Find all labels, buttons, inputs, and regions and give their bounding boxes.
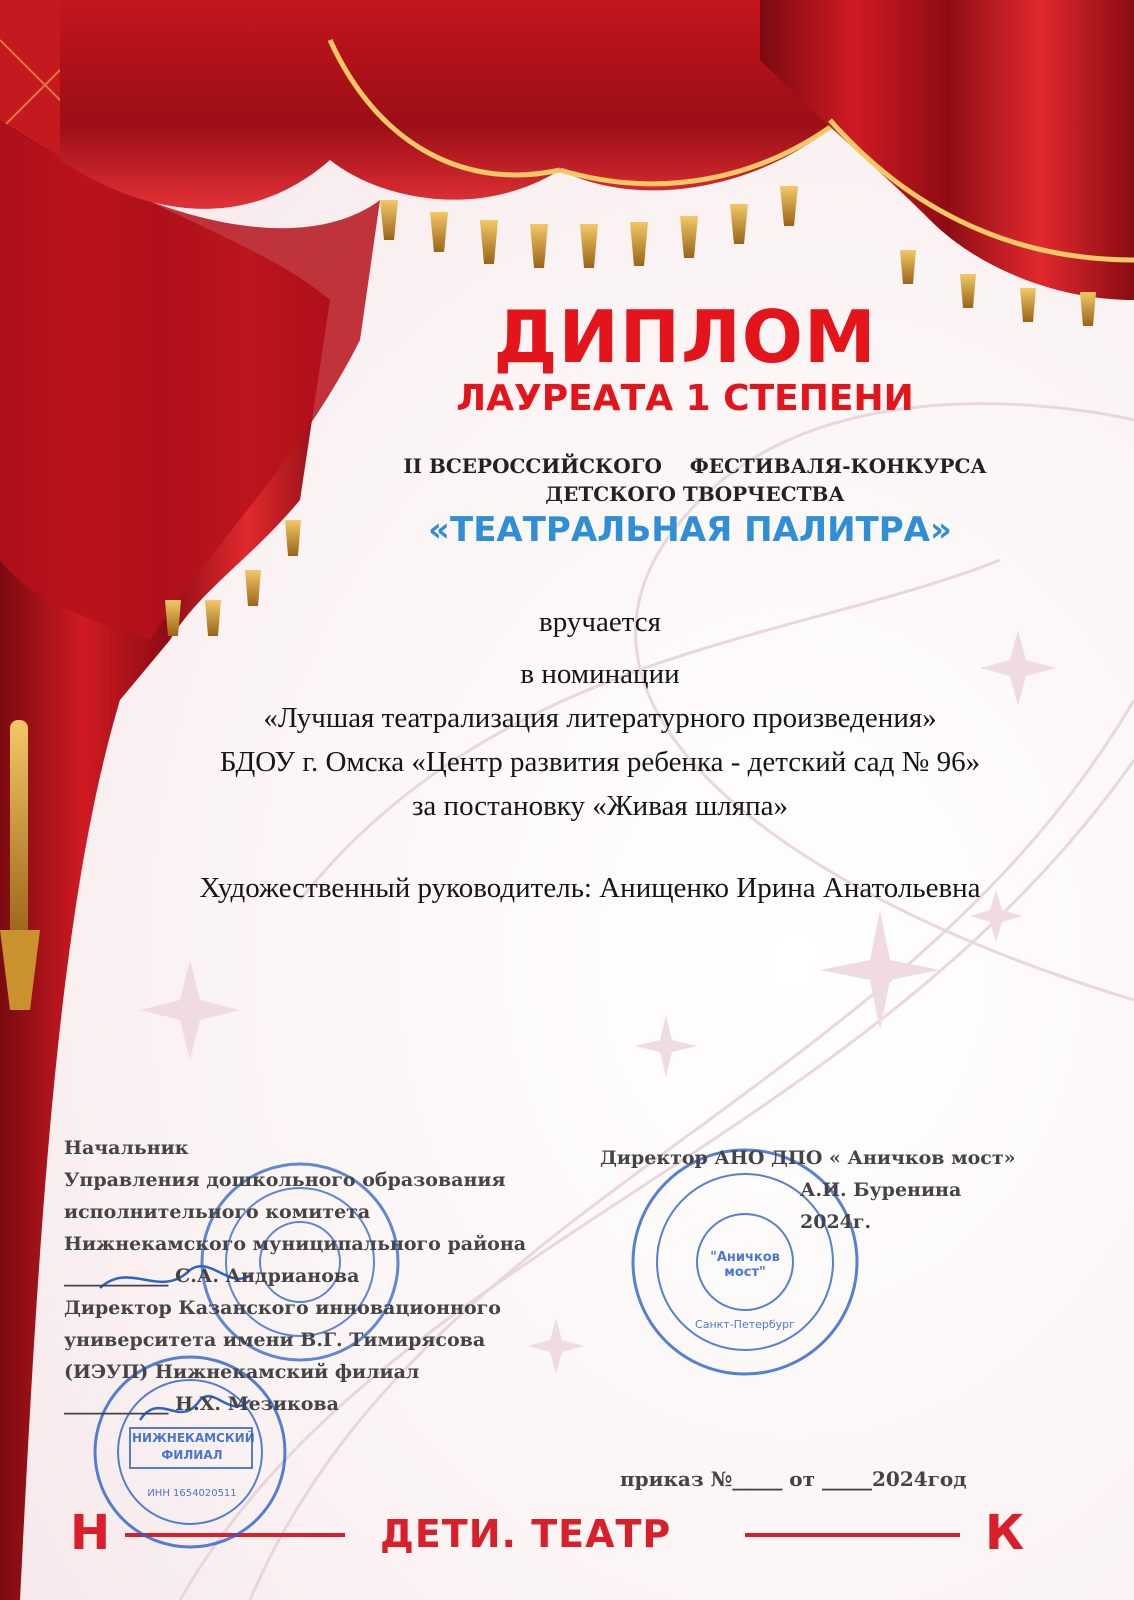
sig-left-signer-2: ___________ Н.Х. Мезикова xyxy=(64,1393,339,1415)
sig-right-year: 2024г. xyxy=(800,1211,872,1233)
sig-right-signer: А.И. Буренина xyxy=(800,1179,962,1201)
festival-name: «ТЕАТРАЛЬНАЯ ПАЛИТРА» xyxy=(428,510,952,550)
swirl-decoration xyxy=(180,404,1134,1600)
diploma-title: ДИПЛОМ xyxy=(493,295,877,379)
sig-left-line-1: Начальник xyxy=(64,1137,189,1159)
festival-line-1 xyxy=(330,452,1060,480)
diploma-subtitle: ЛАУРЕАТА 1 СТЕПЕНИ xyxy=(456,378,914,419)
awarded-text: вручается xyxy=(539,606,661,638)
sig-left-line-5: Директор Казанского инновационного xyxy=(64,1297,501,1319)
sig-left-line-6: университета имени В.Г. Тимирясова xyxy=(64,1329,486,1351)
festival-heading xyxy=(330,452,1060,508)
stamp-left-lower-text: НИЖНЕКАМСКИЙ ФИЛИАЛ xyxy=(132,1431,255,1462)
sig-left-signer-1: ___________ С.А. Андрианова xyxy=(64,1265,360,1287)
nomination-title: «Лучшая театрализация литературного произведения» xyxy=(263,702,937,734)
footer-letter-left: Н xyxy=(70,1505,111,1561)
recipient: БДОУ г. Омска «Центр развития ребенка - детский сад № 96» xyxy=(219,746,981,778)
footer-letter-right: К xyxy=(985,1505,1025,1561)
stamp-right-bottom-text: Санкт-Петербург xyxy=(695,1318,795,1331)
stamp-left-lower-inn: ИНН 1654020511 xyxy=(147,1488,237,1499)
sig-left-line-2: Управления дошкольного образования xyxy=(64,1169,506,1191)
footer-brand-text: ДЕТИ. ТЕАТР xyxy=(380,1512,672,1556)
art-director: Художественный руководитель: Анищенко Ирина Анатольевна xyxy=(199,872,981,904)
sig-left-line-3: исполнительного комитета xyxy=(64,1201,371,1223)
festival-line-1a: II ВСЕРОССИЙСКОГО xyxy=(403,454,662,478)
sig-left-line-4: Нижнекамского муниципального района xyxy=(64,1233,527,1255)
signature-block-right xyxy=(600,1142,1080,1238)
signature-block-left xyxy=(64,1132,564,1420)
festival-line-2: ДЕТСКОГО ТВОРЧЕСТВА xyxy=(545,482,845,506)
nomination-intro: в номинации xyxy=(520,658,680,690)
stamp-right-center-text: "Аничков мост" xyxy=(710,1250,780,1280)
sig-left-line-7: (ИЭУП) Нижнекамский филиал xyxy=(64,1361,420,1383)
festival-line-1b: ФЕСТИВАЛЯ-КОНКУРСА xyxy=(689,454,987,478)
production: за постановку «Живая шляпа» xyxy=(411,790,789,822)
sig-right-line-1: Директор АНО ДПО « Аничков мост» xyxy=(600,1147,1016,1169)
order-line: приказ №_____ от _____2024год xyxy=(620,1467,967,1491)
